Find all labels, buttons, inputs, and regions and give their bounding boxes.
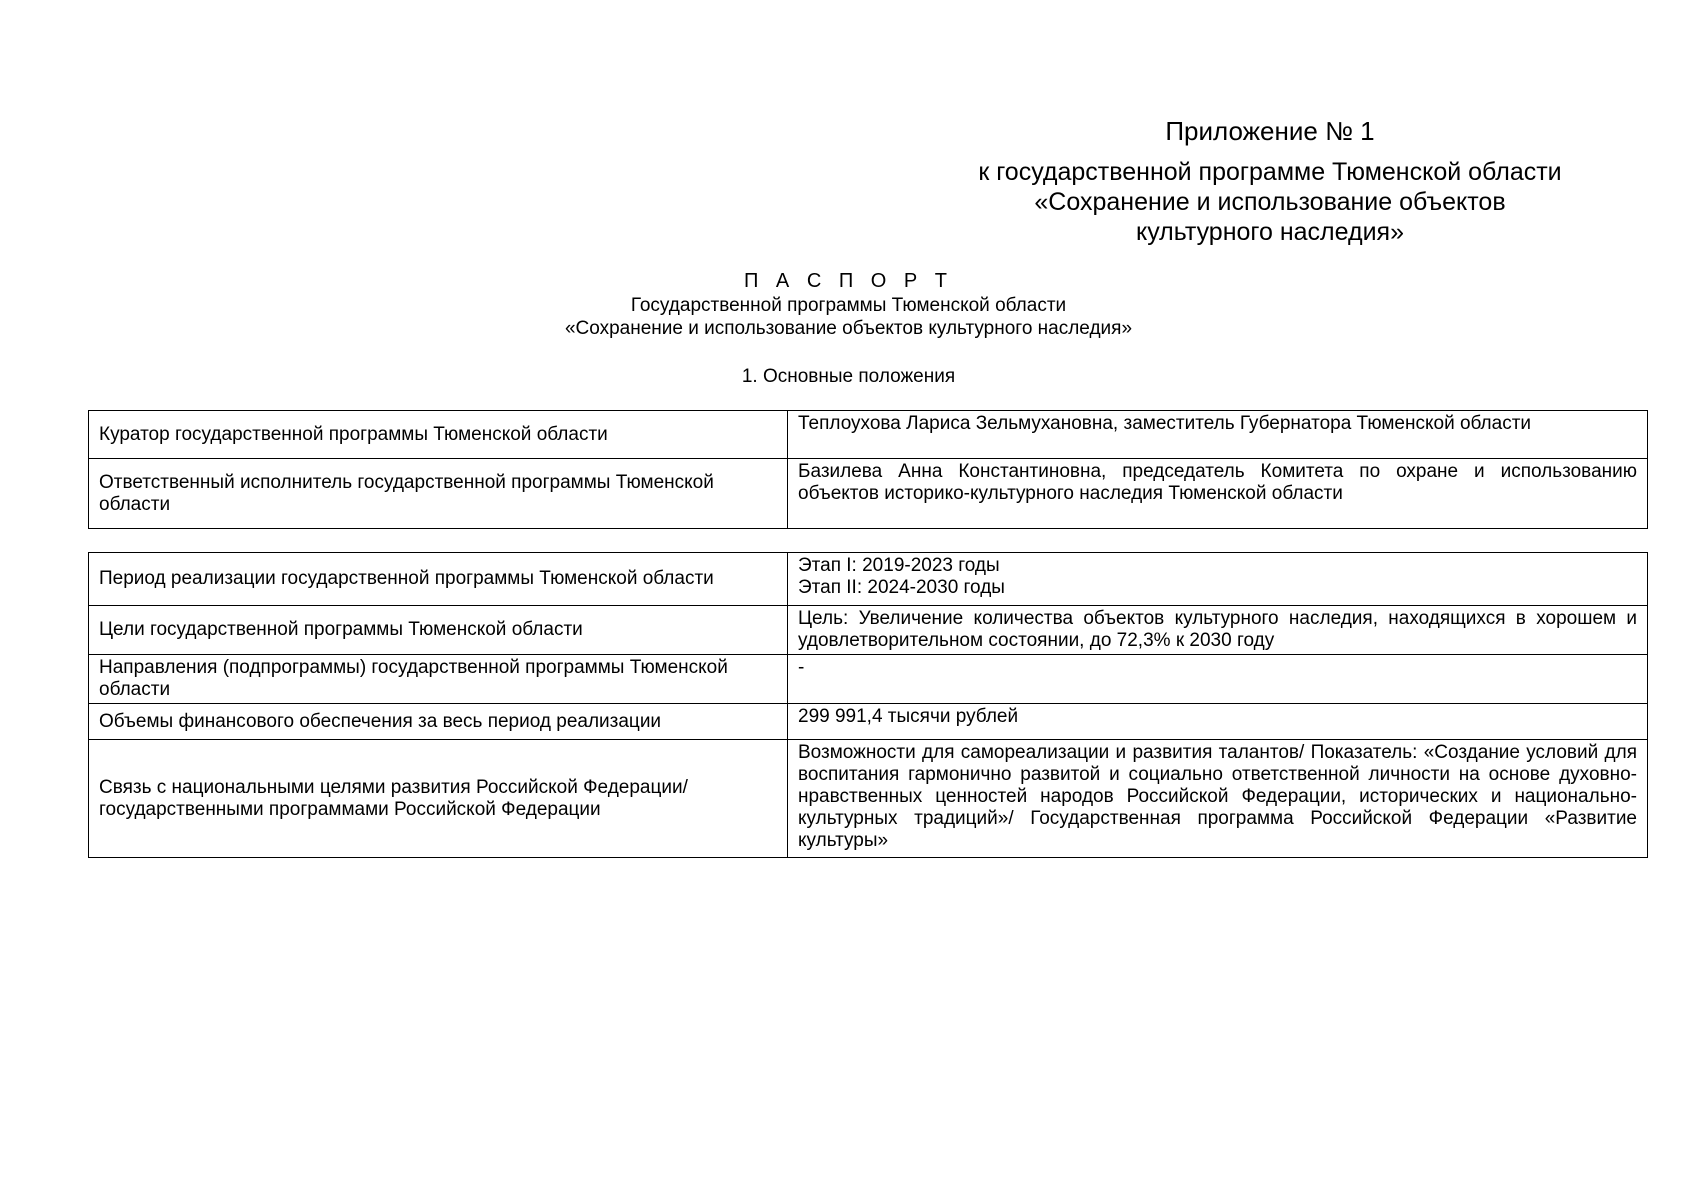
table-row-funding <box>89 704 1648 740</box>
row-value: Базилева Анна Константиновна, председатель Комитета по охране и использованию объектов историко-культурного наследия Тюменской области <box>788 459 1648 529</box>
passport-subtitle-1: Государственной программы Тюменской области <box>630 295 1067 316</box>
row-label: Ответственный исполнитель государственной программы Тюменской области <box>89 459 788 529</box>
row-label: Направления (подпрограммы) государственной программы Тюменской области <box>89 655 788 704</box>
appendix-line-2: «Сохранение и использование объектов <box>1034 188 1506 216</box>
row-label: Куратор государственной программы Тюменской области <box>89 411 788 459</box>
main-provisions-table-2 <box>88 552 1648 858</box>
table-row-national-goals <box>89 740 1648 858</box>
appendix-number: Приложение № 1 <box>1165 116 1375 146</box>
row-value: Возможности для самореализации и развития талантов/ Показатель: «Создание условий для воспитания гармонично развитой и социально ответственной личности на основе духовно-нравственных ценностей народов Российской Федерации, исторических и национально-культурных традиций»/ Государственная программа Российской Федерации «Развитие культуры» <box>788 740 1648 858</box>
appendix-reference <box>900 157 1640 247</box>
row-label: Цели государственной программы Тюменской области <box>89 606 788 655</box>
appendix-line-1: к государственной программе Тюменской области <box>978 158 1562 186</box>
passport-title: П А С П О Р Т <box>744 270 953 292</box>
row-value <box>788 553 1648 606</box>
stage-1: Этап I: 2019-2023 годы <box>798 555 1000 576</box>
appendix-line-3: культурного наследия» <box>1136 218 1404 246</box>
row-label: Объемы финансового обеспечения за весь период реализации <box>89 704 788 740</box>
row-value: 299 991,4 тысячи рублей <box>788 704 1648 740</box>
table-row-curator <box>89 411 1648 459</box>
row-value: Цель: Увеличение количества объектов культурного наследия, находящихся в хорошем и удовлетворительном состоянии, до 72,3% к 2030 году <box>788 606 1648 655</box>
main-provisions-table-1 <box>88 410 1648 529</box>
passport-subtitle-2: «Сохранение и использование объектов культурного наследия» <box>564 318 1133 339</box>
row-label: Период реализации государственной программы Тюменской области <box>89 553 788 606</box>
row-value: - <box>788 655 1648 704</box>
stage-2: Этап II: 2024-2030 годы <box>798 577 1005 598</box>
table-row-period <box>89 553 1648 606</box>
table-row-goals <box>89 606 1648 655</box>
section-title: 1. Основные положения <box>741 366 956 387</box>
row-label: Связь с национальными целями развития Российской Федерации/ государственными программами Российской Федерации <box>89 740 788 858</box>
row-value: Теплоухова Лариса Зельмухановна, заместитель Губернатора Тюменской области <box>788 411 1648 459</box>
table-row-executor <box>89 459 1648 529</box>
table-row-directions <box>89 655 1648 704</box>
